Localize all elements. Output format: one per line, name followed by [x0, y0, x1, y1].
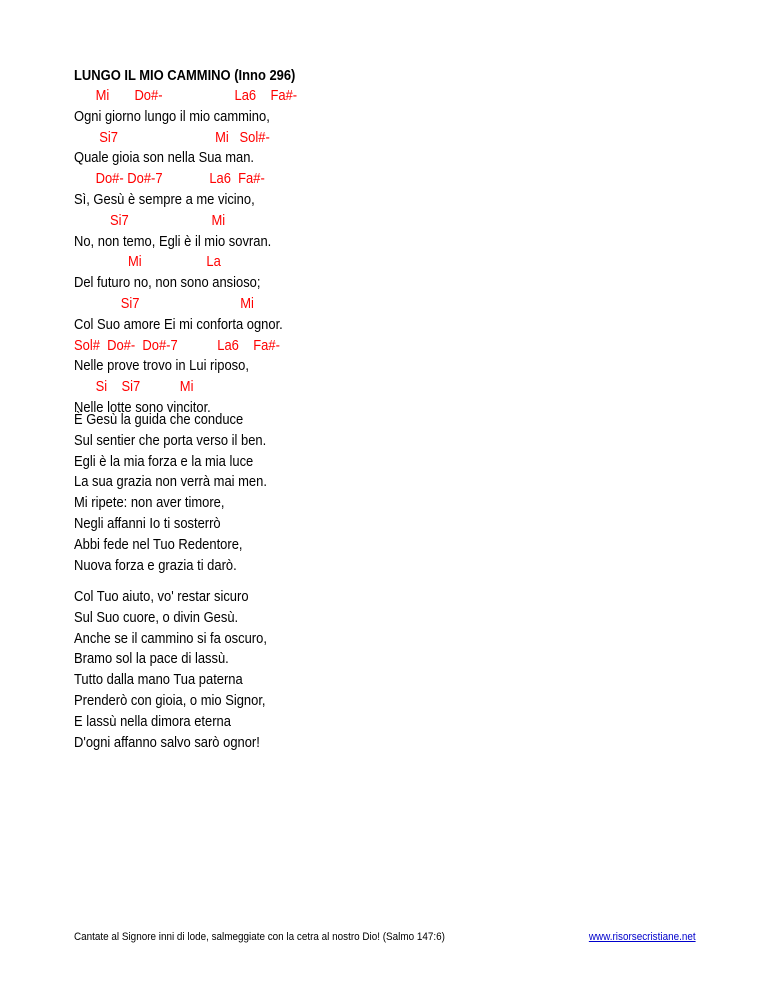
lyric-line: Bramo sol la pace di lassù.	[74, 651, 229, 668]
footer-website-link[interactable]: www.risorsecristiane.net	[589, 931, 696, 943]
lyric-line: Nelle prove trovo in Lui riposo,	[74, 358, 249, 375]
lyric-line: E lassù nella dimora eterna	[74, 713, 231, 730]
lyric-line: Egli è la mia forza e la mia luce	[74, 453, 254, 470]
lyric-line: È Gesù la guida che conduce	[74, 412, 244, 428]
lyric-line: Col Tuo aiuto, vo' restar sicuro	[74, 589, 249, 605]
lyric-line: Mi ripete: non aver timore,	[74, 495, 225, 512]
chord-line: Mi La	[74, 254, 221, 271]
lyric-line: Prenderò con gioia, o mio Signor,	[74, 692, 266, 709]
verse-2	[74, 410, 288, 576]
lyric-line: Sul Suo cuore, o divin Gesù.	[74, 609, 239, 626]
lyric-line: Sul sentier che porta verso il ben.	[74, 432, 267, 449]
lyric-line: Ogni giorno lungo il mio cammino,	[74, 108, 270, 125]
lyric-line: D'ogni affanno salvo sarò ognor!	[74, 734, 260, 751]
song-title: LUNGO IL MIO CAMMINO (Inno 296)	[74, 68, 296, 84]
lyric-line: Tutto dalla mano Tua paterna	[74, 672, 243, 689]
chord-line: Sol# Do#- Do#-7 La6 Fa#-	[74, 337, 280, 354]
chord-line: Si7 Mi	[74, 295, 254, 312]
lyric-line: Nelle lotte sono vincitor.	[74, 399, 211, 416]
chord-line: Si7 Mi	[74, 212, 226, 229]
lyric-line: Sì, Gesù è sempre a me vicino,	[74, 191, 255, 208]
chord-line: Si Si7 Mi	[74, 379, 194, 396]
lyric-line: Negli affanni Io ti sosterrò	[74, 515, 221, 532]
footer-quote: Cantate al Signore inni di lode, salmeggiate con la cetra al nostro Dio! (Salmo 147:6)	[74, 931, 445, 943]
lyric-line: Nuova forza e grazia ti darò.	[74, 557, 237, 574]
lyric-line: No, non temo, Egli è il mio sovran.	[74, 233, 272, 250]
chord-line: Mi Do#- La6 Fa#-	[74, 88, 298, 104]
chord-line: Do#- Do#-7 La6 Fa#-	[74, 171, 265, 188]
verse-3	[74, 587, 288, 753]
verse-1-with-chords	[74, 86, 322, 419]
lyric-line: Quale gioia son nella Sua man.	[74, 150, 255, 167]
lyric-line: La sua grazia non verrà mai men.	[74, 474, 267, 491]
lyric-line: Col Suo amore Ei mi conforta ognor.	[74, 316, 283, 333]
chord-line: Si7 Mi Sol#-	[74, 129, 270, 146]
lyric-line: Abbi fede nel Tuo Redentore,	[74, 536, 243, 553]
lyric-line: Anche se il cammino si fa oscuro,	[74, 630, 267, 647]
lyric-line: Del futuro no, non sono ansioso;	[74, 275, 261, 292]
